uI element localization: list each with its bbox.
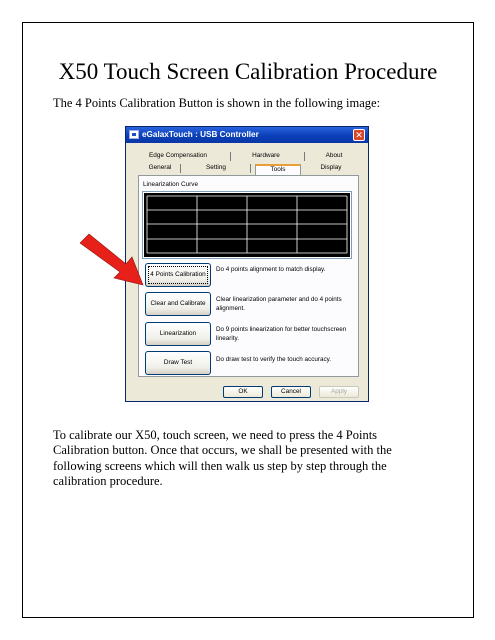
linearization-curve-grid — [144, 193, 350, 257]
tab-display[interactable]: Display — [320, 164, 342, 171]
draw-test-button[interactable]: Draw Test — [145, 351, 211, 375]
body-paragraph — [53, 428, 445, 490]
body-line: calibration procedure. — [53, 474, 163, 489]
tab-hardware[interactable]: Hardware — [252, 152, 280, 159]
calibration-dialog-screenshot — [125, 126, 369, 402]
ok-button[interactable]: OK — [223, 386, 263, 398]
cancel-button[interactable]: Cancel — [271, 386, 311, 398]
apply-button: Apply — [319, 386, 359, 398]
tab-about[interactable]: About — [325, 152, 343, 159]
linearization-button[interactable]: Linearization — [145, 322, 211, 346]
tab-separator — [250, 164, 251, 173]
linearization-curve-label: Linearization Curve — [143, 181, 199, 188]
body-line: following screens which will then walk us step by step through the — [53, 458, 387, 473]
four-points-calibration-description: Do 4 points alignment to match display. — [216, 266, 326, 273]
tab-setting[interactable]: Setting — [206, 164, 226, 171]
intro-paragraph: The 4 Points Calibration Button is shown in the following image: — [53, 96, 381, 110]
tab-general[interactable]: General — [148, 164, 172, 171]
dialog-title: eGalaxTouch : USB Controller — [142, 130, 259, 139]
red-arrow-pointer — [80, 230, 150, 290]
dialog-titlebar[interactable] — [126, 127, 368, 143]
tab-edge-compensation[interactable]: Edge Compensation — [149, 152, 207, 159]
close-icon[interactable]: ✕ — [353, 129, 365, 141]
tab-separator — [180, 164, 181, 173]
linearization-curve-box — [142, 191, 352, 259]
tab-tools[interactable]: Tools — [255, 164, 301, 175]
clear-and-calibrate-description: Clear linearization parameter and do 4 points alignment. — [216, 296, 342, 312]
draw-test-description: Do draw test to verify the touch accuracy. — [216, 356, 332, 363]
app-icon — [129, 130, 139, 139]
body-line: To calibrate our X50, touch screen, we need to press the 4 Points — [53, 428, 378, 442]
four-points-calibration-button[interactable]: 4 Points Calibration — [145, 263, 211, 287]
clear-and-calibrate-button[interactable]: Clear and Calibrate — [145, 292, 211, 316]
document-title: X50 Touch Screen Calibration Procedure — [58, 59, 438, 84]
linearization-description: Do 9 points linearization for better touchscreen linearity. — [216, 326, 347, 342]
tab-separator — [304, 152, 305, 161]
tab-separator — [230, 152, 231, 161]
body-line: Calibration button. Once that occurs, we shall be presented with the — [53, 443, 392, 458]
